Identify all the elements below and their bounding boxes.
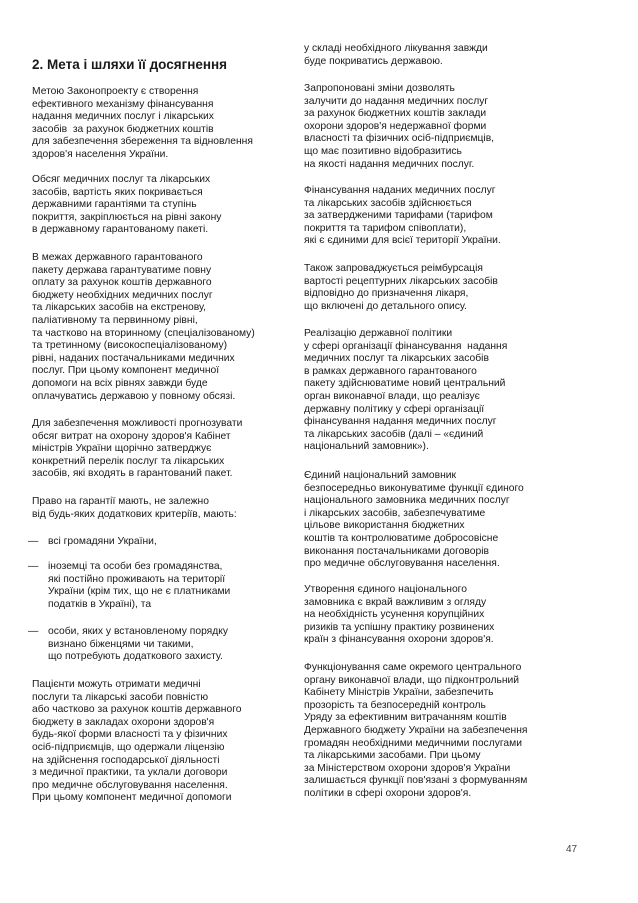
paragraph-reimbursement: Також запроваджується реімбурсація вартості рецептурних лікарських засобів відповідно до призначення лікаря, що включені до детального опису. bbox=[304, 263, 498, 312]
paragraph-creation: Утворення єдиного національного замовника є вкрай важливим з огляду на необхідність усунення корупційних ризиків та успішну практику розвинених країн з фінансування охорони здоров'я. bbox=[304, 584, 495, 646]
paragraph-forecast: Для забезпечення можливості прогнозувати обсяг витрат на охорону здоров'я Кабінет міністрів України щорічно затверджує конкретний перелік послуг та лікарських засобів, які входять в гарантований пакет. bbox=[32, 418, 243, 480]
paragraph-national-customer: Єдиний національний замовник безпосередньо виконуватиме функції єдиного національного замовника медичних послуг і лікарських засобів, забезпечуватиме цільове використання бюджетних коштів та контролюватиме добросовісне виконання постачальниками договорів про медичне обслуговування населення. bbox=[304, 470, 524, 570]
page-number: 47 bbox=[566, 844, 578, 855]
bullet-refugees: особи, яких у встановленому порядку визнано біженцями чи такими, що потребують додаткового захисту. bbox=[48, 626, 229, 663]
paragraph-continuation: у складі необхідного лікування завжди буде покриватись державою. bbox=[304, 43, 488, 67]
paragraph-patients: Пацієнти можуть отримати медичні послуги та лікарські засоби повністю або частково за рахунок коштів державного бюджету в закладах охорони здоров'я будь-якої форми власності та у фізичних осіб-підприємців, що одержали ліцензію на здійснення господарської діяльності з медичної практики, та уклали договори про медичне обслуговування населення. При цьому компонент медичної допомоги bbox=[32, 679, 242, 804]
paragraph-central-body: Функціонування саме окремого центрального органу виконавчої влади, що підконтрольний Кабінету Міністрів України, забезпечить прозорість та безпосередній контроль Уряду за ефективним витрачанням коштів Державного бюджету України на забезпечення громадян необхідними медичними послугами та лікарськими засобами. При цьому за Міністерством охорони здоров'я України залишається функції пов'язані з формуванням політики в сфері охорони здоров'я. bbox=[304, 662, 528, 799]
bullet-dash: — bbox=[28, 536, 39, 547]
bullet-dash: — bbox=[28, 626, 39, 637]
bullet-foreigners: іноземці та особи без громадянства, які постійно проживають на території України (крім тих, що не є платниками податків в Україні), та bbox=[48, 561, 231, 610]
paragraph-implementation: Реалізацію державної політики у сфері організації фінансування надання медичних послуг та лікарських засобів в рамках державного гарантованого пакету здійснюватиме новий центральний орган виконавчої влади, що реалізує державну політику у сфері організації фінансування надання медичних послуг та лікарських засобів (далі – «єдиний національний замовник»). bbox=[304, 328, 508, 453]
paragraph-goal: Метою Законопроекту є створення ефективного механізму фінансування надання медичних послуг і лікарських засобів за рахунок бюджетних коштів для забезпечення збереження та відновлення здоров'я населення України. bbox=[32, 86, 253, 160]
paragraph-eligibility: Право на гарантії мають, не залежно від будь-яких додаткових критеріїв, мають: bbox=[32, 496, 237, 520]
section-heading: 2. Мета і шляхи її досягнення bbox=[32, 57, 228, 72]
paragraph-changes: Запропоновані зміни дозволять залучити до надання медичних послуг за рахунок бюджетних коштів заклади охорони здоров'я недержавної форми власності та фізичних осіб-підприємців, що має позитивно відобразитись на якості надання медичних послуг. bbox=[304, 83, 495, 170]
bullet-dash: — bbox=[28, 561, 39, 572]
paragraph-guarantee: В межах державного гарантованого пакету держава гарантуватиме повну оплату за рахунок коштів державного бюджету необхідних медичних послуг та лікарських засобів на екстренову, паліативному та первинному рівні, та частково на вторинному (спеціалізованому) та третинному (високоспеціалізованому) рівні, наданих постачальниками медичних послуг. При цьому компонент медичної допомоги на всіх рівнях завжди буде оплачуватись державою у повному обсязі. bbox=[32, 252, 255, 402]
bullet-citizens: всі громадяни України, bbox=[48, 536, 157, 547]
paragraph-scope: Обсяг медичних послуг та лікарських засобів, вартість яких покривається державними гарантіями та ступінь покриття, закріплюється на рівні закону в державному гарантованому пакеті. bbox=[32, 174, 222, 236]
paragraph-financing: Фінансування наданих медичних послуг та лікарських засобів здійснюється за затвердженими тарифами (тарифом покриття та тарифом співоплати), які є єдиними для всієї території України. bbox=[304, 185, 501, 247]
